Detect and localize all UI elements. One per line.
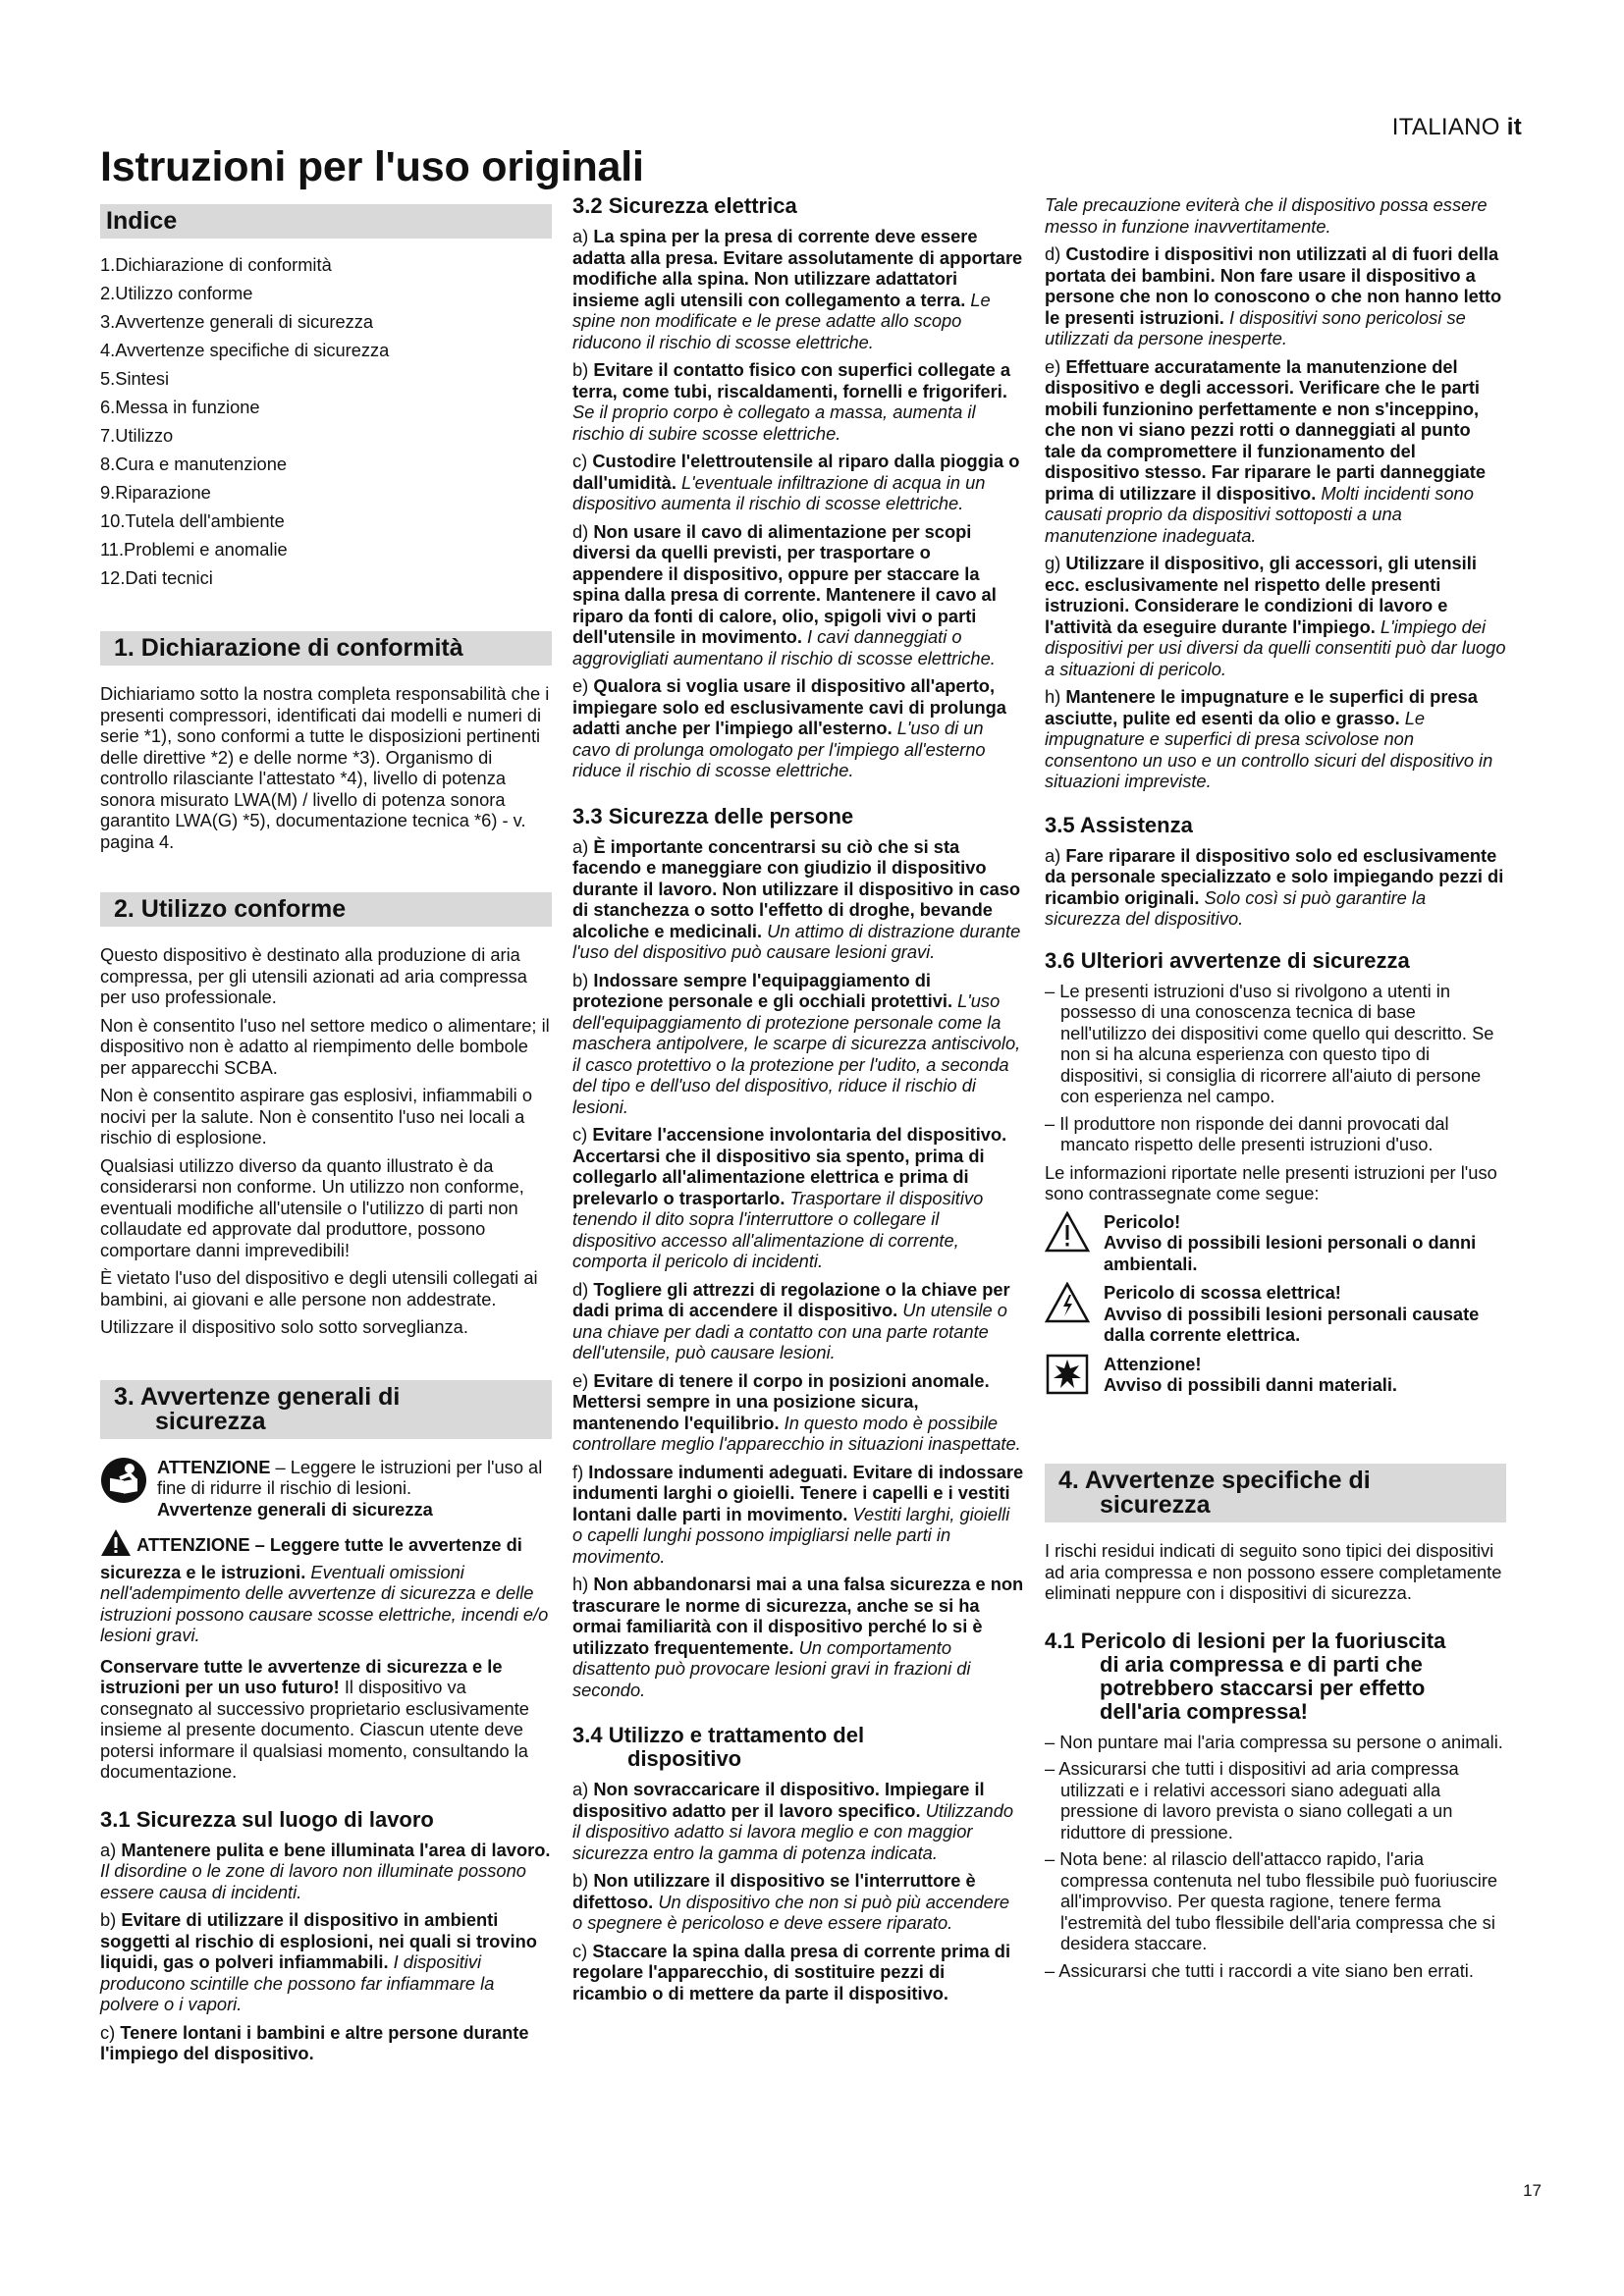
rule-bold: Utilizzare il dispositivo, gli accessori, gli utensili ecc. esclusivamente nel rispetto delle presenti istruzioni. Considerare le condizioni di lavoro e l'attività da eseguire durante l'impiego. [1045, 553, 1477, 637]
keep-instructions [100, 1656, 552, 1783]
rule-bold: Custodire i dispositivi non utilizzati al di fuori della portata dei bambini. Non fare usare il dispositivo a persone che non lo conoscono o che non hanno letto le presenti istruzioni. [1045, 243, 1502, 328]
rule-bold: Indossare indumenti adeguati. Evitare di indossare indumenti larghi o gioielli. Tenere i capelli e i vestiti lontani dalle parti in movimento. [572, 1461, 1024, 1524]
section-3-5-heading: 3.5 Assistenza [1045, 812, 1193, 837]
rule-3-1-a [100, 1840, 552, 1903]
section-2-para: Non è consentito aspirare gas esplosivi, infiammabili o nocivi per la salute. Non è consentito l'uso nei locali a rischio di esplosione. [100, 1085, 532, 1148]
section-1-heading: 1. Dichiarazione di conformità [100, 631, 552, 666]
page-number: 17 [1523, 2181, 1542, 2200]
rule-italic: Tale precauzione eviterà che il dispositivo possa essere messo in funzione inavvertitamente. [1045, 194, 1488, 237]
toc-item[interactable]: 10.Tutela dell'ambiente [100, 510, 285, 531]
rule-italic: Utilizzando il dispositivo adatto si lavora meglio e con maggior sicurezza entro la gamma di potenza indicata. [572, 1799, 1014, 1863]
section-2-para: È vietato l'uso del dispositivo e degli utensili collegati ai bambini, ai giovani e alle persone non addestrate. [100, 1267, 538, 1309]
language-code: it [1506, 114, 1522, 140]
warning-read-all [100, 1527, 552, 1646]
rule-italic: L'uso di un cavo di prolunga omologato per l'impiego all'esterno riduce il rischio di scosse elettriche. [572, 718, 986, 780]
toc-heading: Indice [100, 204, 552, 239]
warning-read-bold: ATTENZIONE – Leggere tutte le avvertenze di sicurezza e le istruzioni. [100, 1534, 522, 1582]
rule-italic: Un utensile o una chiave per dadi a contatto con una parte rotante dell'utensile, può causare lesioni. [572, 1300, 1007, 1362]
signal-title: Attenzione! [1104, 1353, 1202, 1374]
rule-bold: Evitare di utilizzare il dispositivo in ambienti soggetti al rischio di esplosioni, nei quali si trovino liquidi, gas o polveri infiammabili. [100, 1909, 537, 1972]
section-2-para: Qualsiasi utilizzo diverso da quanto illustrato è da considerarsi non conforme. Un utilizzo non conforme, eventuali modifiche all'utensile o l'utilizzo di parti non collaudate ed approvate dal produttore, possono comportare danni imprevedibili! [100, 1154, 524, 1260]
rule-italic: I cavi danneggiati o aggrovigliati aumentano il rischio di scosse elettriche. [572, 626, 996, 668]
rule-letter: b) [572, 1870, 589, 1891]
read-manual-notice [100, 1457, 552, 1521]
rule-3-3-c [572, 1124, 1024, 1272]
list-item: – Assicurarsi che tutti i raccordi a vite siano ben errati. [1045, 1960, 1506, 1982]
rule-bold: Fare riparare il dispositivo solo ed esclusivamente da personale specializzato e solo impiegando pezzi di ricambio originali. [1045, 844, 1504, 908]
rule-3-2-c [572, 451, 1024, 514]
rule-letter: c) [572, 1124, 588, 1145]
rule-bold: Staccare la spina dalla presa di corrente prima di regolare l'apparecchio, di sostituire pezzi di ricambio o di mettere da parte il dispositivo. [572, 1940, 1011, 2003]
rule-3-2-b [572, 359, 1024, 444]
rule-letter: e) [1045, 355, 1061, 377]
danger-triangle-icon [1045, 1211, 1090, 1257]
signal-electric [1045, 1282, 1506, 1346]
rule-letter: d) [1045, 243, 1061, 264]
rule-bold: Effettuare accuratamente la manutenzione del dispositivo e degli accessori. Verificare che le parti mobili funzionino perfettamente e non s'inceppino, che non vi siano pezzi rotti o danneggiati al punto tale da compromettere il funzionamento del dispositivo stesso. Far riparare le parti danneggiate prima di utilizzare il dispositivo. [1045, 355, 1487, 504]
column-right [1045, 194, 1506, 1988]
warning-triangle-icon [100, 1527, 132, 1562]
section-3-4-heading-line: dispositivo [627, 1746, 742, 1771]
section-3-heading-line: sicurezza [155, 1407, 266, 1435]
rule-bold: Indossare sempre l'equipaggiamento di protezione personale e gli occhiali protettivi. [572, 969, 953, 1011]
rule-bold: Togliere gli attrezzi di regolazione o la chiave per dadi prima di accendere il dispositivo. [572, 1278, 1010, 1320]
rule-italic: I dispositivi sono pericolosi se utilizzati da persone inesperte. [1045, 306, 1466, 348]
rule-letter: h) [1045, 686, 1061, 707]
rule-bold: Non abbandonarsi mai a una falsa sicurezza e non trascurare le norme di sicurezza, anche se si ha ormai familiarità con il dispositivo perché lo si è utilizzato frequentemente. [572, 1574, 1024, 1658]
rule-bold: È importante concentrarsi su ciò che si sta facendo e maneggiare con giudizio il dispositivo durante il lavoro. Non utilizzare il dispositivo in caso di stanchezza o sotto l'effetto di droghe, bevande alcoliche e medicinali. [572, 835, 1021, 941]
column-middle [572, 194, 1024, 2010]
rule-3-4-e [1045, 356, 1506, 547]
rule-3-3-h [572, 1574, 1024, 1700]
rule-3-2-d [572, 521, 1024, 669]
list-item: – Le presenti istruzioni d'uso si rivolgono a utenti in possesso di una conoscenza tecnica di base nell'utilizzo dei dispositivi come quello qui descritto. Se non si ha alcuna esperienza con questo tipo di dispositivi, si consiglia di ricorrere all'aiuto di persone con esperienza nel campo. [1045, 981, 1506, 1107]
rule-italic: Trasportare il dispositivo tenendo il dito sopra l'interruttore o collegare il dispositivo accesso all'alimentazione di corrente, comporta il pericolo di incidenti. [572, 1187, 984, 1271]
compressed-air-warnings-list [1045, 1732, 1506, 1982]
rule-3-4-h [1045, 686, 1506, 792]
rule-letter: c) [572, 451, 588, 471]
rule-italic: Le spine non modificate e le prese adatte allo scopo riducono il rischio di scosse elettriche. [572, 289, 991, 352]
rule-italic: Un comportamento disattento può provocare lesioni gravi in frazioni di secondo. [572, 1636, 971, 1700]
rule-3-3-f [572, 1462, 1024, 1568]
toc-item[interactable]: 2.Utilizzo conforme [100, 283, 253, 303]
rule-bold: Evitare l'accensione involontaria del dispositivo. Accertarsi che il dispositivo sia spento, prima di collegarlo all'alimentazione elettrica e prima di prelevarlo o trasportarlo. [572, 1124, 1007, 1208]
rule-3-2-e [572, 675, 1024, 781]
rule-3-3-a [572, 836, 1024, 963]
rule-bold: Mantenere le impugnature e le superfici di presa asciutte, pulite ed esenti da olio e grasso. [1045, 686, 1478, 728]
section-4-heading-line: sicurezza [1100, 1491, 1211, 1519]
rule-3-5-a [1045, 845, 1506, 930]
rule-3-4-d [1045, 243, 1506, 349]
rule-italic: L'impiego dei dispositivi per usi diversi da quelli consentiti può dar luogo a situazioni di pericolo. [1045, 615, 1506, 679]
column-left [100, 204, 552, 2071]
rule-letter: a) [100, 1839, 117, 1860]
toc-item[interactable]: 12.Dati tecnici [100, 567, 213, 588]
rule-bold: La spina per la presa di corrente deve essere adatta alla presa. Evitare assolutamente di apportare modifiche alla spina. Non utilizzare adattatori insieme agli utensili con collegamento a terra. [572, 226, 1023, 310]
material-damage-icon [1045, 1354, 1090, 1400]
rule-3-1-b [100, 1909, 552, 2015]
signal-text: Avviso di possibili danni materiali. [1104, 1374, 1398, 1395]
toc-item[interactable]: 4.Avvertenze specifiche di sicurezza [100, 340, 390, 360]
attention-label: ATTENZIONE [157, 1456, 271, 1477]
rule-italic: I dispositivi producono scintille che possono far infiammare la polvere o i vapori. [100, 1951, 495, 2014]
signal-text: Avviso di possibili lesioni personali causate dalla corrente elettrica. [1104, 1303, 1480, 1345]
toc-item[interactable]: 7.Utilizzo [100, 425, 174, 446]
section-3-6-heading: 3.6 Ulteriori avvertenze di sicurezza [1045, 947, 1410, 973]
signal-title: Pericolo! [1104, 1210, 1181, 1232]
section-2-heading: 2. Utilizzo conforme [100, 892, 552, 927]
electric-shock-icon [1045, 1282, 1090, 1328]
rule-3-3-d [572, 1279, 1024, 1363]
rule-italic: Molti incidenti sono causati proprio da dispositivi sottoposti a una manutenzione inadeguata. [1045, 482, 1474, 546]
section-4-heading-line: 4. Avvertenze specifiche di [1058, 1467, 1371, 1494]
page-title: Istruzioni per l'uso originali [100, 143, 644, 190]
rule-bold: Non sovraccaricare il dispositivo. Impiegare il dispositivo adatto per il lavoro specifico. [572, 1779, 985, 1821]
section-3-heading-line: 3. Avvertenze generali di [114, 1382, 401, 1411]
rule-3-4-c-continued [1045, 194, 1506, 237]
rule-letter: e) [572, 1369, 589, 1391]
table-of-contents [100, 250, 552, 592]
rule-letter: c) [572, 1940, 588, 1961]
toc-item[interactable]: 6.Messa in funzione [100, 397, 260, 417]
general-warnings-label: Avvertenze generali di sicurezza [157, 1498, 433, 1520]
section-4-1-heading [1045, 1629, 1506, 1724]
rule-italic: L'uso dell'equipaggiamento di protezione personale come la maschera antipolvere, le scarpe di sicurezza antiscivolo, il casco protettivo o la protezione per l'udito, a seconda del tipo e dell'uso del dispositivo, riduce il rischio di lesioni. [572, 990, 1021, 1117]
section-2-para: Utilizzare il dispositivo solo sotto sorveglianza. [100, 1316, 468, 1337]
list-item: – Il produttore non risponde dei danni provocati dal mancato rispetto delle presenti istruzioni d'uso. [1045, 1113, 1506, 1155]
rule-italic: L'eventuale infiltrazione di acqua in un dispositivo aumenta il rischio di scosse elettriche. [572, 471, 986, 513]
rule-italic: In questo modo è possibile controllare meglio l'apparecchio in situazioni inaspettate. [572, 1412, 1021, 1454]
rule-3-4-c [572, 1941, 1024, 2004]
section-3-2-heading: 3.2 Sicurezza elettrica [572, 193, 797, 218]
rule-bold: Evitare il contatto fisico con superfici collegate a terra, come tubi, riscaldamenti, fornelli e frigoriferi. [572, 359, 1011, 401]
section-4-heading [1045, 1464, 1506, 1522]
rule-letter: a) [1045, 844, 1061, 866]
rule-italic: Il disordine o le zone di lavoro non illuminate possono essere causa di incidenti. [100, 1860, 526, 1902]
rule-bold: Non utilizzare il dispositivo se l'interruttore è difettoso. [572, 1870, 976, 1912]
rule-3-1-c [100, 2022, 552, 2064]
rule-letter: a) [572, 835, 589, 857]
rule-3-4-b [572, 1870, 1024, 1934]
section-3-3-heading: 3.3 Sicurezza delle persone [572, 803, 854, 828]
rule-3-4-g [1045, 553, 1506, 679]
rule-letter: a) [572, 226, 589, 246]
rule-3-3-b [572, 970, 1024, 1118]
rule-letter: a) [572, 1779, 589, 1799]
section-2-para: Non è consentito l'uso nel settore medico o alimentare; il dispositivo non è adatto al riempimento delle bombole per apparecchi SCBA. [100, 1014, 550, 1078]
toc-item[interactable]: 8.Cura e manutenzione [100, 454, 288, 474]
rule-3-3-e [572, 1370, 1024, 1455]
keep-instructions-bold: Conservare tutte le avvertenze di sicurezza e le istruzioni per un uso futuro! [100, 1655, 503, 1697]
rule-letter: f) [572, 1461, 584, 1482]
rule-letter: d) [572, 1278, 589, 1300]
section-3-1-heading: 3.1 Sicurezza sul luogo di lavoro [100, 1806, 434, 1832]
rule-letter: h) [572, 1574, 589, 1594]
rule-letter: b) [100, 1909, 117, 1930]
further-warnings-list [1045, 981, 1506, 1155]
attention-text: – Leggere le istruzioni per l'uso al fine di ridurre il rischio di lesioni. [157, 1456, 543, 1498]
rule-letter: c) [100, 2021, 116, 2043]
section-1-text: Dichiariamo sotto la nostra completa responsabilità che i presenti compressori, identificati dai modelli e numeri di serie *1), sono conformi a tutte le disposizioni pertinenti delle direttive *2) e delle norme *3). Organismo di controllo rilasciante l'attestato *4), livello di potenza sonora misurato LWA(M) / livello di potenza sonora garantito LWA(G) *5), documentazione tecnica *6) - v. pagina 4. [100, 683, 550, 852]
read-manual-icon [100, 1457, 147, 1509]
rule-3-2-a [572, 226, 1024, 352]
section-4-1-heading-line: potrebbero staccarsi per effetto [1100, 1675, 1426, 1700]
rule-letter: d) [572, 520, 589, 542]
section-3-4-heading-line: 3.4 Utilizzo e trattamento del [572, 1723, 865, 1747]
section-2-para: Questo dispositivo è destinato alla produzione di aria compressa, per gli utensili azionati ad aria compressa per uso professionale. [100, 944, 527, 1007]
rule-letter: b) [572, 969, 589, 990]
rule-bold: Mantenere pulita e bene illuminata l'area di lavoro. [121, 1839, 551, 1860]
language-word: ITALIANO [1391, 114, 1500, 140]
section-4-text: I rischi residui indicati di seguito sono tipici dei dispositivi ad aria compressa e non possono essere completamente eliminati neppure con i dispositivi di sicurezza. [1045, 1540, 1502, 1603]
section-3-heading [100, 1380, 552, 1439]
rule-italic: Le impugnature e superfici di presa scivolose non consentono un uso e un controllo sicuri del dispositivo in situazioni impreviste. [1045, 707, 1493, 791]
signal-attention [1045, 1354, 1506, 1400]
rule-italic: Un dispositivo che non si può più accendere o spegnere è pericoloso e deve essere riparato. [572, 1891, 1010, 1933]
rule-3-4-a [572, 1779, 1024, 1863]
rule-bold: Evitare di tenere il corpo in posizioni anomale. Mettersi sempre in una posizione sicura, mantenendo l'equilibrio. [572, 1369, 990, 1433]
rule-letter: e) [572, 675, 589, 696]
rule-letter: b) [572, 359, 589, 380]
keep-instructions-text: Il dispositivo va consegnato al successivo proprietario esclusivamente insieme al presente documento. Ciascun utente deve potersi informare il qualsiasi momento, consultando la documentazione. [100, 1677, 529, 1782]
toc-item[interactable]: 11.Problemi e anomalie [100, 539, 288, 560]
warning-read-italic: Eventuali omissioni nell'adempimento delle avvertenze di sicurezza e delle istruzioni possono causare scosse elettriche, incendi e/o lesioni gravi. [100, 1561, 549, 1645]
signal-danger [1045, 1211, 1506, 1275]
rule-italic: Vestiti larghi, gioielli o capelli lunghi possono impigliarsi nelle parti in movimento. [572, 1503, 1010, 1567]
rule-italic: Un attimo di distrazione durante l'uso del dispositivo può causare lesioni gravi. [572, 920, 1021, 962]
signal-info: Le informazioni riportate nelle presenti istruzioni per l'uso sono contrassegnate come segue: [1045, 1161, 1497, 1203]
toc-item[interactable]: 5.Sintesi [100, 368, 170, 389]
toc-item[interactable]: 3.Avvertenze generali di sicurezza [100, 311, 374, 332]
rule-bold: Custodire l'elettroutensile al riparo dalla pioggia o dall'umidità. [572, 451, 1020, 493]
section-4-1-heading-line: dell'aria compressa! [1100, 1698, 1308, 1724]
list-item: – Nota bene: al rilascio dell'attacco rapido, l'aria compressa contenuta nel tubo flessibile può fuoriuscire all'improvviso. Per questa ragione, tenere ferma l'estremità del tubo flessibile dell'aria compressa che si desidera staccare. [1045, 1848, 1506, 1954]
signal-title: Pericolo di scossa elettrica! [1104, 1282, 1341, 1303]
section-4-1-heading-line: di aria compressa e di parti che [1100, 1651, 1423, 1677]
section-4-1-heading-line: 4.1 Pericolo di lesioni per la fuoriuscita [1045, 1628, 1446, 1653]
rule-italic: Solo così si può garantire la sicurezza del dispositivo. [1045, 886, 1427, 929]
list-item: – Non puntare mai l'aria compressa su persone o animali. [1045, 1732, 1506, 1753]
toc-item[interactable]: 9.Riparazione [100, 482, 211, 503]
rule-italic: Se il proprio corpo è collegato a massa, aumenta il rischio di subire scosse elettriche. [572, 401, 976, 444]
toc-item[interactable]: 1.Dichiarazione di conformità [100, 254, 332, 275]
signal-text: Avviso di possibili lesioni personali o danni ambientali. [1104, 1232, 1477, 1274]
rule-bold: Qualora si voglia usare il dispositivo all'aperto, impiegare solo ed esclusivamente cavi di prolunga adatti anche per l'impiego all'esterno. [572, 675, 1006, 738]
rule-bold: Tenere lontani i bambini e altre persone durante l'impiego del dispositivo. [100, 2021, 529, 2063]
rule-bold: Non usare il cavo di alimentazione per scopi diversi da quelli previsti, per trasportare o appendere il dispositivo, oppure per staccare la spina dalla presa di corrente. Mantenere il cavo al riparo da fonti di calore, olio, spigoli vivi o parti dell'utensile in movimento. [572, 520, 997, 647]
list-item: – Assicurarsi che tutti i dispositivi ad aria compressa utilizzati e i relativi accessori siano adeguati alla pressione di lavoro prevista o siano collegati a un riduttore di pressione. [1045, 1758, 1506, 1842]
page-language [1392, 114, 1522, 141]
rule-letter: g) [1045, 553, 1061, 573]
section-3-4-heading [572, 1724, 1024, 1771]
